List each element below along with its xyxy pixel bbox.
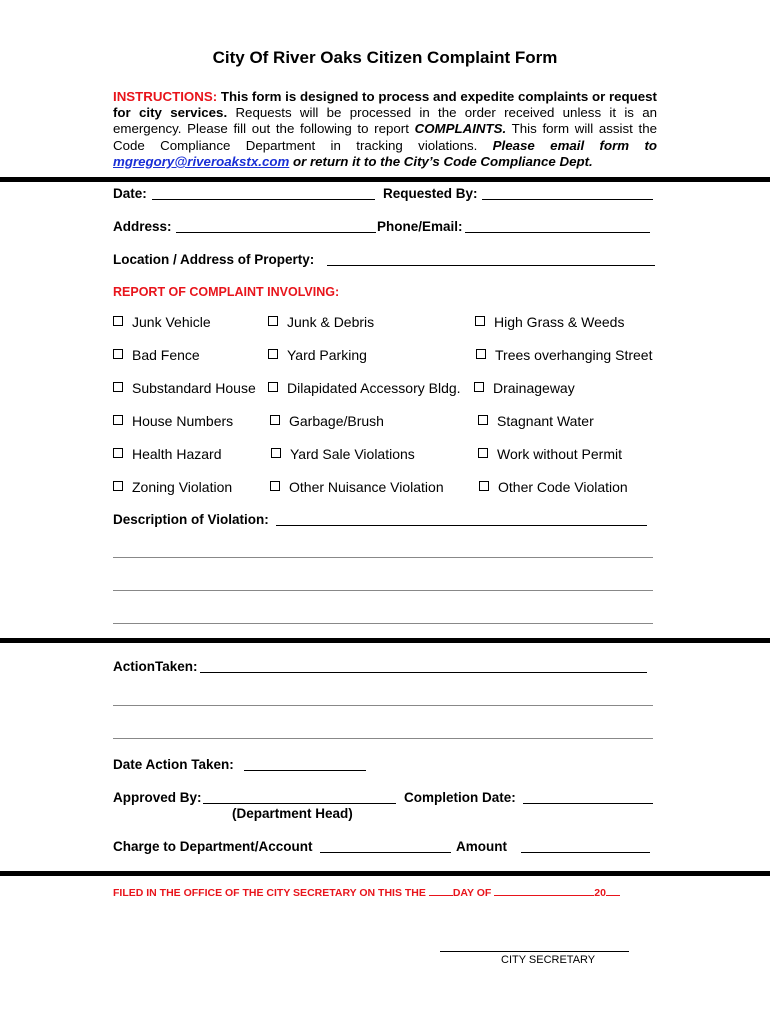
day-of-text: DAY OF (452, 887, 492, 899)
approved-by-label: Approved By: (113, 790, 202, 805)
action-line[interactable] (113, 738, 653, 739)
phone-email-label: Phone/Email: (377, 219, 463, 234)
checkbox[interactable] (268, 349, 278, 359)
checkbox-label: Other Nuisance Violation (289, 479, 444, 495)
checkbox-label: Bad Fence (132, 347, 200, 363)
complaint-option[interactable] (479, 479, 628, 495)
complaint-option[interactable] (113, 314, 211, 330)
form-title: City Of River Oaks Citizen Complaint Form (212, 48, 558, 67)
complaint-section-header: REPORT OF COMPLAINT INVOLVING: (113, 285, 340, 299)
checkbox[interactable] (113, 316, 123, 326)
checkbox[interactable] (270, 481, 280, 491)
checkbox-label: Garbage/Brush (289, 413, 384, 429)
year-blank[interactable] (606, 895, 620, 896)
complaint-option[interactable] (476, 347, 652, 363)
checkbox[interactable] (113, 382, 123, 392)
divider-top (0, 177, 770, 182)
address-field[interactable] (176, 232, 376, 233)
checkbox[interactable] (478, 415, 488, 425)
date-label: Date: (113, 186, 147, 201)
checkbox-label: Zoning Violation (132, 479, 233, 495)
day-blank[interactable] (429, 895, 453, 896)
instructions-text-1: Requests will be processed in the order received unless it is an emergency. Please fill out the following to report (113, 105, 657, 137)
signature-line[interactable] (440, 951, 629, 952)
complaint-option[interactable] (268, 314, 374, 330)
checkbox[interactable] (268, 316, 278, 326)
complaint-option[interactable] (270, 413, 384, 429)
complaint-option[interactable] (478, 446, 622, 462)
checkbox-label: Trees overhanging Street (495, 347, 653, 363)
checkbox-label: House Numbers (132, 413, 234, 429)
location-field[interactable] (327, 265, 655, 266)
completion-date-label: Completion Date: (404, 790, 516, 805)
filed-statement (113, 887, 620, 899)
checkbox[interactable] (476, 349, 486, 359)
checkbox[interactable] (479, 481, 489, 491)
action-line[interactable] (113, 705, 653, 706)
complaint-option[interactable] (268, 347, 367, 363)
checkbox[interactable] (270, 415, 280, 425)
amount-label: Amount (456, 839, 507, 854)
complaint-option[interactable] (271, 446, 415, 462)
complaint-option[interactable] (268, 380, 461, 396)
date-action-taken-field[interactable] (244, 770, 366, 771)
charge-to-label: Charge to Department/Account (113, 839, 313, 854)
description-line[interactable] (113, 623, 653, 624)
checkbox-label: Other Code Violation (498, 479, 628, 495)
filed-text: FILED IN THE OFFICE OF THE CITY SECRETARY ON THIS THE (113, 887, 426, 899)
description-field[interactable] (276, 525, 647, 526)
checkbox-label: Yard Parking (287, 347, 367, 363)
address-label: Address: (113, 219, 172, 234)
complaint-option[interactable] (113, 347, 200, 363)
checkbox-label: Drainageway (493, 380, 575, 396)
checkbox-label: Junk & Debris (287, 314, 375, 330)
checkbox[interactable] (271, 448, 281, 458)
requested-by-field[interactable] (482, 199, 653, 200)
checkbox-label: Substandard House (132, 380, 256, 396)
city-secretary-label: CITY SECRETARY (501, 954, 596, 966)
instructions-complaints: COMPLAINTS. (414, 121, 507, 137)
month-blank[interactable] (494, 895, 594, 896)
instructions-paragraph (113, 89, 657, 170)
checkbox[interactable] (475, 316, 485, 326)
checkbox[interactable] (113, 349, 123, 359)
complaint-option[interactable] (270, 479, 444, 495)
divider-middle (0, 638, 770, 643)
checkbox-label: Yard Sale Violations (290, 446, 415, 462)
checkbox-label: Dilapidated Accessory Bldg. (287, 380, 461, 396)
checkbox-label: Work without Permit (497, 446, 622, 462)
completion-date-field[interactable] (523, 803, 653, 804)
return-text: or return it to the City’s Code Compliance Dept. (293, 153, 593, 169)
checkbox[interactable] (113, 415, 123, 425)
checkbox-label: Junk Vehicle (132, 314, 211, 330)
complaint-option[interactable] (113, 479, 232, 495)
requested-by-label: Requested By: (383, 186, 478, 201)
checkbox-label: Stagnant Water (497, 413, 594, 429)
checkbox[interactable] (113, 481, 123, 491)
checkbox[interactable] (113, 448, 123, 458)
instructions-bold-text: This form is designed to process and expedite complaints or request for city services. (113, 89, 657, 121)
complaint-option[interactable] (113, 413, 233, 429)
email-link[interactable]: mgregory@riveroakstx.com (113, 153, 290, 169)
approved-by-field[interactable] (203, 803, 396, 804)
date-field[interactable] (152, 199, 375, 200)
checkbox[interactable] (268, 382, 278, 392)
description-line[interactable] (113, 590, 653, 591)
action-taken-label: ActionTaken: (113, 659, 198, 674)
description-label: Description of Violation: (113, 512, 269, 527)
instructions-text-2: This form will assist the Code Compliance Department in tracking violations. (113, 121, 657, 153)
phone-email-field[interactable] (465, 232, 650, 233)
divider-bottom (0, 871, 770, 876)
complaint-option[interactable] (474, 380, 575, 396)
checkbox[interactable] (478, 448, 488, 458)
email-prompt: Please email form to (492, 137, 657, 153)
charge-to-field[interactable] (320, 852, 451, 853)
checkbox-label: Health Hazard (132, 446, 222, 462)
complaint-option[interactable] (113, 446, 222, 462)
checkbox[interactable] (474, 382, 484, 392)
complaint-option[interactable] (478, 413, 594, 429)
location-label: Location / Address of Property: (113, 252, 315, 267)
year-text: 20 (594, 887, 606, 899)
checkbox-label: High Grass & Weeds (494, 314, 625, 330)
date-action-taken-label: Date Action Taken: (113, 757, 234, 772)
action-taken-field[interactable] (200, 672, 647, 673)
complaint-option[interactable] (475, 314, 624, 330)
complaint-option[interactable] (113, 380, 256, 396)
amount-field[interactable] (521, 852, 650, 853)
instructions-label: INSTRUCTIONS: (113, 89, 218, 104)
description-line[interactable] (113, 557, 653, 558)
department-head-label: (Department Head) (232, 806, 353, 821)
